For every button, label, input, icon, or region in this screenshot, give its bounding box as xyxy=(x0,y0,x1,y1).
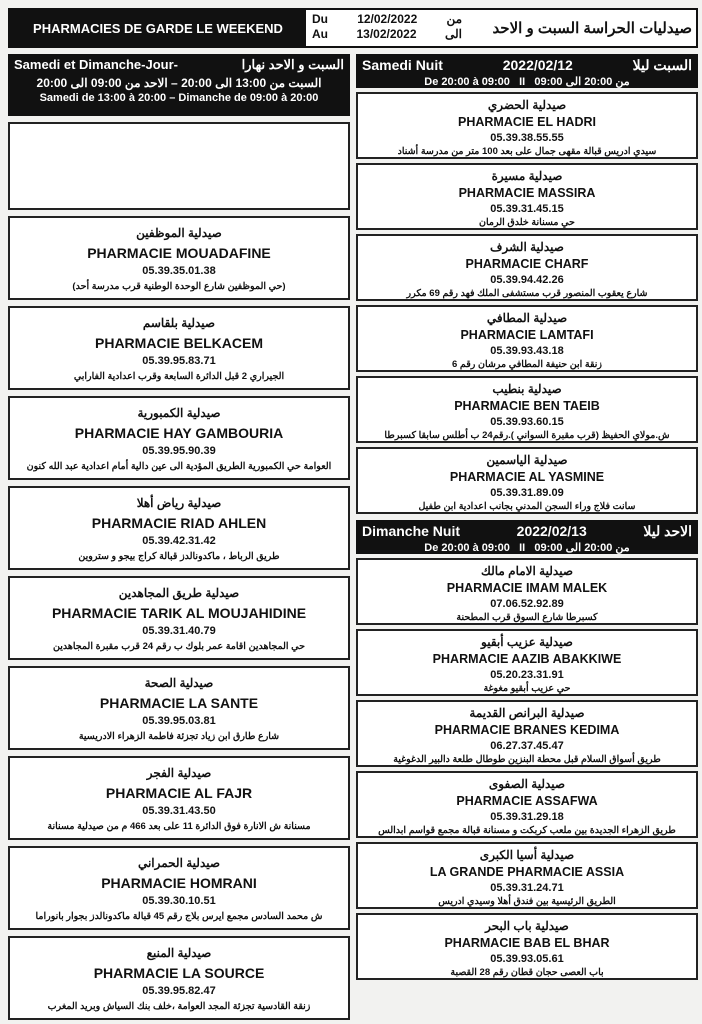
pharmacy-address: حي عزيب أبقيو مغوغة xyxy=(483,683,571,694)
samedi-sep: II xyxy=(519,76,526,88)
pharmacy-name: PHARMACIE LA SOURCE xyxy=(93,965,265,981)
pharmacy-name: PHARMACIE BAB EL BHAR xyxy=(444,936,610,950)
pharmacy-phone: 05.39.42.31.42 xyxy=(142,535,216,547)
pharmacy-phone: 05.39.31.89.09 xyxy=(490,487,564,499)
pharmacy-address: سيدي ادريس قبالة مقهى جمال على بعد 100 متر من مدرسة أشناد xyxy=(397,146,657,157)
pharmacy-address: الطريق الرئيسية بين فندق أهلا وسيدي ادريس xyxy=(438,896,616,907)
pharmacy-name-ar: صيدلية الموظفين xyxy=(136,226,222,240)
pharmacy-card xyxy=(356,913,698,980)
pharmacy-phone: 05.20.23.31.91 xyxy=(490,669,564,681)
pharmacy-name-ar: صيدلية الفجر xyxy=(146,766,212,780)
pharmacy-name-ar: صيدلية عزيب أبقيو xyxy=(481,635,573,649)
dimanche-date: 2022/02/13 xyxy=(516,523,587,539)
pharmacy-card xyxy=(8,576,350,660)
pharmacy-phone: 05.39.93.43.18 xyxy=(490,345,564,357)
pharmacy-name: PHARMACIE HAY GAMBOURIA xyxy=(74,425,284,441)
empty-card xyxy=(8,122,350,210)
pharmacy-phone: 05.39.95.03.81 xyxy=(142,715,216,727)
pharmacy-name-ar: صيدلية الامام مالك xyxy=(480,564,574,578)
pharmacy-card xyxy=(8,306,350,390)
ila-label: الى xyxy=(445,27,462,41)
pharmacy-card xyxy=(8,216,350,300)
pharmacy-card xyxy=(356,771,698,838)
pharmacy-address: العوامة حي الكمبورية الطريق المؤدية الى عين دالية أمام اعدادية عبد الله كنون xyxy=(26,461,332,472)
pharmacy-address: مسنانة ش الانارة فوق الدائرة 11 على بعد 466 م من صيدلية مسنانة xyxy=(47,821,311,832)
min-label: من xyxy=(446,12,462,26)
pharmacy-name: PHARMACIE ASSAFWA xyxy=(456,794,598,808)
samedi-header xyxy=(356,54,698,88)
pharmacy-address: ش محمد السادس مجمع ايرس بلاج رقم 45 قبالة ماكدونالدز بجوار بانوراما xyxy=(35,911,323,922)
pharmacy-phone: 05.39.93.60.15 xyxy=(490,416,564,428)
pharmacy-phone: 05.39.95.83.71 xyxy=(142,355,216,367)
dimanche-hours-ar: من 20:00 الى 09:00 xyxy=(534,542,630,554)
pharmacy-name-ar: صيدلية رياض أهلا xyxy=(136,496,222,510)
au-label: Au xyxy=(312,27,328,41)
pharmacy-address: زنقة القادسية تجزئة المجد العوامة ،خلف بنك السياش وبريد المغرب xyxy=(47,1001,311,1012)
arabic-title: صيدليات الحراسة السبت و الاحد xyxy=(492,20,692,37)
pharmacy-phone: 05.39.31.40.79 xyxy=(142,625,216,637)
au-date: 13/02/2022 xyxy=(356,27,417,41)
pharmacy-address: ش.مولاي الحفيظ (قرب مقبرة السواني ).رقم24 ب أطلس سابقا كسبرطا xyxy=(384,430,670,441)
dimanche-title-fr: Dimanche Nuit xyxy=(362,523,461,539)
pharmacy-address: الجيراري 2 قبل الدائرة السابعة وقرب اعدادية الفارابي xyxy=(73,371,285,382)
pharmacy-phone: 05.39.30.10.51 xyxy=(142,895,216,907)
pharmacy-card xyxy=(8,396,350,480)
samedi-hours-fr: De 20:00 à 09:00 xyxy=(424,76,510,88)
pharmacy-name-ar: صيدلية الشرف xyxy=(490,240,564,254)
pharmacy-name: PHARMACIE LAMTAFI xyxy=(460,328,594,342)
pharmacy-card xyxy=(356,163,698,230)
samedi-title-fr: Samedi Nuit xyxy=(362,57,443,73)
pharmacy-address: سانت فلاج وراء السجن المدني بجانب اعدادية ابن طفيل xyxy=(418,501,636,512)
dimanche-title-ar: الاحد ليلا xyxy=(643,523,692,539)
day-hours-ar: السبت من 13:00 الى 20:00 – الاحد من 09:00 الى 20:00 xyxy=(36,76,322,90)
pharmacy-address: (حي الموظفين شارع الوحدة الوطنية قرب مدرسة أحد) xyxy=(72,281,286,292)
pharmacy-name: PHARMACIE AL FAJR xyxy=(105,785,253,801)
pharmacy-name-ar: صيدلية الصحة xyxy=(144,676,214,690)
pharmacy-address: طريق الرباط ، ماكدونالدز قبالة كراج بيجو و ستروين xyxy=(78,551,280,562)
du-label: Du xyxy=(312,12,328,26)
pharmacy-name-ar: صيدلية الحمراني xyxy=(137,856,221,870)
pharmacy-name: PHARMACIE EL HADRI xyxy=(458,115,596,129)
pharmacy-name: PHARMACIE BELKACEM xyxy=(95,335,263,351)
pharmacy-phone: 05.39.94.42.26 xyxy=(490,274,564,286)
dimanche-header xyxy=(356,520,698,554)
day-column xyxy=(8,54,350,1020)
pharmacy-name: PHARMACIE MASSIRA xyxy=(458,186,596,200)
du-date: 12/02/2022 xyxy=(357,12,418,26)
pharmacy-name: PHARMACIE CHARF xyxy=(465,257,589,271)
pharmacy-card xyxy=(8,846,350,930)
pharmacy-card xyxy=(356,376,698,443)
pharmacy-card xyxy=(356,629,698,696)
pharmacy-card xyxy=(356,700,698,767)
pharmacy-address: شارع يعقوب المنصور قرب مستشفى الملك فهد رقم 69 مكرر xyxy=(406,288,648,299)
pharmacy-name: PHARMACIE HOMRANI xyxy=(101,875,257,891)
pharmacy-address: كسبرطا شارع السوق قرب المطحنة xyxy=(456,612,598,623)
page-title: PHARMACIES DE GARDE LE WEEKEND xyxy=(10,10,306,46)
samedi-title-ar: السبت ليلا xyxy=(632,57,692,73)
pharmacy-card xyxy=(356,842,698,909)
pharmacy-name: LA GRANDE PHARMACIE ASSIA xyxy=(429,865,625,879)
pharmacy-name: PHARMACIE TARIK AL MOUJAHIDINE xyxy=(51,605,307,621)
pharmacy-address: زنقة ابن حنيفة المطافي مرشان رقم 6 xyxy=(451,359,603,370)
pharmacy-name: PHARMACIE BEN TAEIB xyxy=(454,399,600,413)
pharmacy-card xyxy=(8,666,350,750)
pharmacy-address: شارع طارق ابن زياد تجزئة فاطمة الزهراء الادريسية xyxy=(78,731,280,742)
pharmacy-name-ar: صيدلية أسيا الكبرى xyxy=(479,848,575,862)
pharmacy-card xyxy=(356,92,698,159)
pharmacy-phone: 05.39.31.24.71 xyxy=(490,882,564,894)
pharmacy-name-ar: صيدلية الصفوى xyxy=(488,777,566,791)
pharmacy-card xyxy=(8,756,350,840)
pharmacy-phone: 05.39.95.90.39 xyxy=(142,445,216,457)
date-range xyxy=(312,12,462,42)
pharmacy-name-ar: صيدلية طريق المجاهدين xyxy=(118,586,240,600)
pharmacy-phone: 05.39.31.43.50 xyxy=(142,805,216,817)
day-header xyxy=(8,54,350,116)
pharmacy-phone: 05.39.38.55.55 xyxy=(490,132,564,144)
pharmacy-name-ar: صيدلية الكمبورية xyxy=(137,406,221,420)
pharmacy-phone: 05.39.93.05.61 xyxy=(490,953,564,965)
pharmacy-address: حي مسنانة خلدق الرمان xyxy=(479,217,575,228)
samedi-hours-ar: من 20:00 الى 09:00 xyxy=(534,76,630,88)
pharmacy-card xyxy=(356,234,698,301)
day-hours-fr: Samedi de 13:00 à 20:00 – Dimanche de 09:00 à 20:00 xyxy=(39,92,319,104)
pharmacy-address: طريق أسواق السلام قبل محطة البنزين طوطال طلعة دالبير الدغوغية xyxy=(393,754,661,765)
pharmacy-phone: 05.39.95.82.47 xyxy=(142,985,216,997)
pharmacy-phone: 07.06.52.92.89 xyxy=(490,598,564,610)
pharmacy-name-ar: صيدلية الياسمين xyxy=(486,453,568,467)
pharmacy-name: PHARMACIE AL YASMINE xyxy=(449,470,605,484)
pharmacy-name: PHARMACIE IMAM MALEK xyxy=(446,581,608,595)
pharmacy-name: PHARMACIE RIAD AHLEN xyxy=(91,515,267,531)
pharmacy-card xyxy=(8,486,350,570)
day-header-ar: السبت و الاحد نهارا xyxy=(241,57,344,72)
pharmacy-name: PHARMACIE AAZIB ABAKKIWE xyxy=(432,652,622,666)
pharmacy-address: باب العصى حجان قطان رقم 28 القصبة xyxy=(450,967,604,978)
pharmacy-name-ar: صيدلية بلقاسم xyxy=(142,316,216,330)
pharmacy-name-ar: صيدلية بنطيب xyxy=(492,382,562,396)
pharmacy-card xyxy=(356,305,698,372)
samedi-date: 2022/02/12 xyxy=(502,57,573,73)
pharmacy-name-ar: صيدلية المنبع xyxy=(146,946,212,960)
pharmacy-name-ar: صيدلية البرانص القديمة xyxy=(469,706,585,720)
pharmacy-phone: 05.39.31.45.15 xyxy=(490,203,564,215)
day-header-fr: Samedi et Dimanche-Jour- xyxy=(14,57,178,72)
pharmacy-card xyxy=(356,558,698,625)
pharmacy-card xyxy=(8,936,350,1020)
pharmacy-card xyxy=(356,447,698,514)
pharmacy-name: PHARMACIE BRANES KEDIMA xyxy=(434,723,620,737)
pharmacy-address: طريق الزهراء الجديدة بين ملعب كربكت و مسنانة قبالة مجمع قواسم ابدالس xyxy=(378,825,676,836)
pharmacy-name: PHARMACIE MOUADAFINE xyxy=(87,245,271,261)
pharmacy-name-ar: صيدلية باب البحر xyxy=(485,919,569,933)
pharmacy-phone: 05.39.35.01.38 xyxy=(142,265,216,277)
pharmacy-phone: 06.27.37.45.47 xyxy=(490,740,564,752)
pharmacy-name-ar: صيدلية الحضري xyxy=(487,98,567,112)
pharmacy-name-ar: صيدلية مسيرة xyxy=(491,169,563,183)
dimanche-hours-fr: De 20:00 à 09:00 xyxy=(424,542,510,554)
pharmacy-phone: 05.39.31.29.18 xyxy=(490,811,564,823)
top-banner xyxy=(8,8,698,48)
pharmacy-address: حي المجاهدين اقامة عمر بلوك ب رقم 24 قرب مقبرة المجاهدين xyxy=(53,641,305,652)
dimanche-sep: II xyxy=(519,542,526,554)
pharmacy-name-ar: صيدلية المطافي xyxy=(486,311,568,325)
pharmacy-name: PHARMACIE LA SANTE xyxy=(99,695,259,711)
night-column xyxy=(356,54,698,980)
